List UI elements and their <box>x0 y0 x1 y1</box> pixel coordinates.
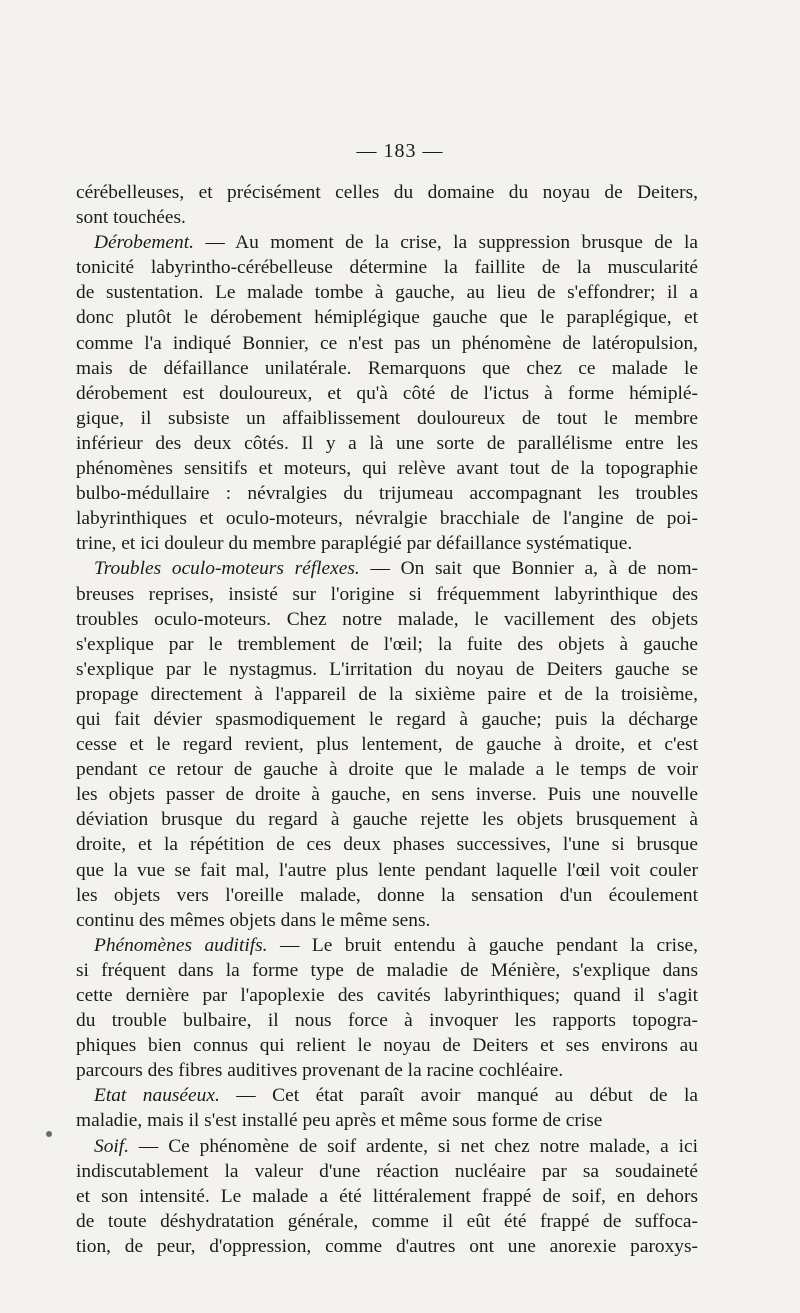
line-text: droite, et la répétition de ces deux phases successives, l'une si brusque <box>76 834 698 856</box>
text-line <box>76 707 698 732</box>
text-line <box>76 531 698 556</box>
line-text: — On sait que Bonnier a, à de nom- <box>359 558 698 580</box>
line-text: comme l'a indiqué Bonnier, ce n'est pas un phénomène de latéropulsion, <box>76 332 698 354</box>
line-text: labyrinthiques et oculo-moteurs, névralgie bracchiale de l'angine de poi- <box>76 508 698 530</box>
line-text: inférieur des deux côtés. Il y a là une sorte de parallélisme entre les <box>76 432 698 454</box>
line-text: donc plutôt le dérobement hémiplégique gauche que le paraplégique, et <box>76 307 698 329</box>
page-number: — 183 — <box>356 140 444 162</box>
text-line <box>76 356 698 381</box>
text-line <box>76 607 698 632</box>
margin-mark <box>46 1131 52 1137</box>
section-heading: Troubles oculo-moteurs réflexes. <box>94 558 360 580</box>
line-text: de sustentation. Le malade tombe à gauche, au lieu de s'effondrer; il a <box>76 282 698 304</box>
text-line <box>76 456 698 481</box>
text-line <box>76 832 698 857</box>
text-line <box>76 983 698 1008</box>
section-heading: Dérobement. <box>94 232 194 254</box>
text-line <box>76 406 698 431</box>
line-text: phiques bien connus qui relient le noyau de Deiters et ses environs au <box>76 1035 698 1057</box>
line-text: si fréquent dans la forme type de maladie de Ménière, s'explique dans <box>76 959 698 981</box>
text-line <box>76 732 698 757</box>
line-text: mais de défaillance unilatérale. Remarquons que chez ce malade le <box>76 357 698 379</box>
text-line <box>76 1134 698 1159</box>
text-line <box>76 1108 698 1133</box>
line-text: maladie, mais il s'est installé peu après et même sous forme de crise <box>76 1110 603 1132</box>
section-heading: Soif. <box>94 1135 130 1157</box>
line-text: cesse et le regard revient, plus lentement, de gauche à droite, et c'est <box>76 734 698 756</box>
line-text: parcours des fibres auditives provenant de la racine cochléaire. <box>76 1060 564 1082</box>
text-line <box>76 230 698 255</box>
line-text: trine, et ici douleur du membre paraplégié par défaillance systématique. <box>76 533 633 555</box>
text-line <box>76 1008 698 1033</box>
line-text: qui fait dévier spasmodiquement le regard à gauche; puis la décharge <box>76 708 698 730</box>
line-text: bulbo-médullaire : névralgies du trijumeau accompagnant les troubles <box>76 483 698 505</box>
text-line <box>76 381 698 406</box>
text-line <box>76 1209 698 1234</box>
text-line <box>76 506 698 531</box>
text-line <box>76 807 698 832</box>
text-line <box>76 305 698 330</box>
text-line <box>76 632 698 657</box>
line-text: s'explique par le tremblement de l'œil; la fuite des objets à gauche <box>76 633 698 655</box>
text-line <box>76 1234 698 1259</box>
text-line <box>76 280 698 305</box>
text-line <box>76 858 698 883</box>
line-text: indiscutablement la valeur d'une réaction nucléaire par sa soudaineté <box>76 1160 698 1182</box>
line-text: — Au moment de la crise, la suppression brusque de la <box>193 232 698 254</box>
line-text: tonicité labyrintho-cérébelleuse détermine la faillite de la muscularité <box>76 257 698 279</box>
text-line <box>76 255 698 280</box>
line-text: les objets vers l'oreille malade, donne la sensation d'un écoulement <box>76 884 698 906</box>
line-text: du trouble bulbaire, il nous force à invoquer les rapports topogra- <box>76 1010 698 1032</box>
text-line <box>76 582 698 607</box>
text-line <box>76 556 698 581</box>
text-line <box>76 908 698 933</box>
text-line <box>76 1033 698 1058</box>
line-text: cette dernière par l'apoplexie des cavités labyrinthiques; quand il s'agit <box>76 985 698 1006</box>
body-text <box>76 180 698 1259</box>
line-text: tion, de peur, d'oppression, comme d'autres ont une anorexie paroxys- <box>76 1235 698 1257</box>
text-line <box>76 331 698 356</box>
line-text: pendant ce retour de gauche à droite que le malade a le temps de voir <box>76 759 698 781</box>
text-line <box>76 782 698 807</box>
line-text: cérébelleuses, et précisément celles du domaine du noyau de Deiters, <box>76 182 698 203</box>
line-text: propage directement à l'appareil de la sixième paire et de la troisième, <box>76 683 698 705</box>
text-line <box>76 958 698 983</box>
text-line <box>76 180 698 205</box>
text-line <box>76 682 698 707</box>
text-line <box>76 1184 698 1209</box>
line-text: phénomènes sensitifs et moteurs, qui relève avant tout de la topographie <box>76 458 698 480</box>
line-text: continu des mêmes objets dans le même sens. <box>76 909 431 931</box>
line-text: déviation brusque du regard à gauche rejette les objets brusquement à <box>76 809 698 831</box>
line-text: troubles oculo-moteurs. Chez notre malade, le vacillement des objets <box>76 608 698 630</box>
text-line <box>76 757 698 782</box>
line-text: gique, il subsiste un affaiblissement douloureux de tout le membre <box>76 407 698 429</box>
section-heading: Etat nauséeux. <box>94 1085 220 1107</box>
line-text: dérobement est douloureux, et qu'à côté de l'ictus à forme hémiplé- <box>76 382 698 404</box>
text-line <box>76 1058 698 1083</box>
line-text: de toute déshydratation générale, comme il eût été frappé de suffoca- <box>76 1210 698 1232</box>
text-line <box>76 1083 698 1108</box>
text-line <box>76 205 698 230</box>
section-heading: Phénomènes auditifs. <box>94 934 268 956</box>
line-text: les objets passer de droite à gauche, en sens inverse. Puis une nouvelle <box>76 784 698 806</box>
line-text: que la vue se fait mal, l'autre plus lente pendant laquelle l'œil voit couler <box>76 859 698 881</box>
line-text: — Ce phénomène de soif ardente, si net chez notre malade, a ici <box>129 1135 698 1157</box>
line-text: — Cet état paraît avoir manqué au début de la <box>219 1085 698 1107</box>
text-line <box>76 481 698 506</box>
line-text: et son intensité. Le malade a été littéralement frappé de soif, en dehors <box>76 1185 698 1207</box>
line-text: — Le bruit entendu à gauche pendant la crise, <box>267 934 698 956</box>
line-text: s'explique par le nystagmus. L'irritation du noyau de Deiters gauche se <box>76 658 698 680</box>
text-line <box>76 933 698 958</box>
text-line <box>76 431 698 456</box>
text-line <box>76 657 698 682</box>
text-line <box>76 883 698 908</box>
line-text: sont touchées. <box>76 207 186 229</box>
text-line <box>76 1159 698 1184</box>
line-text: breuses reprises, insisté sur l'origine si fréquemment labyrinthique des <box>76 583 698 605</box>
